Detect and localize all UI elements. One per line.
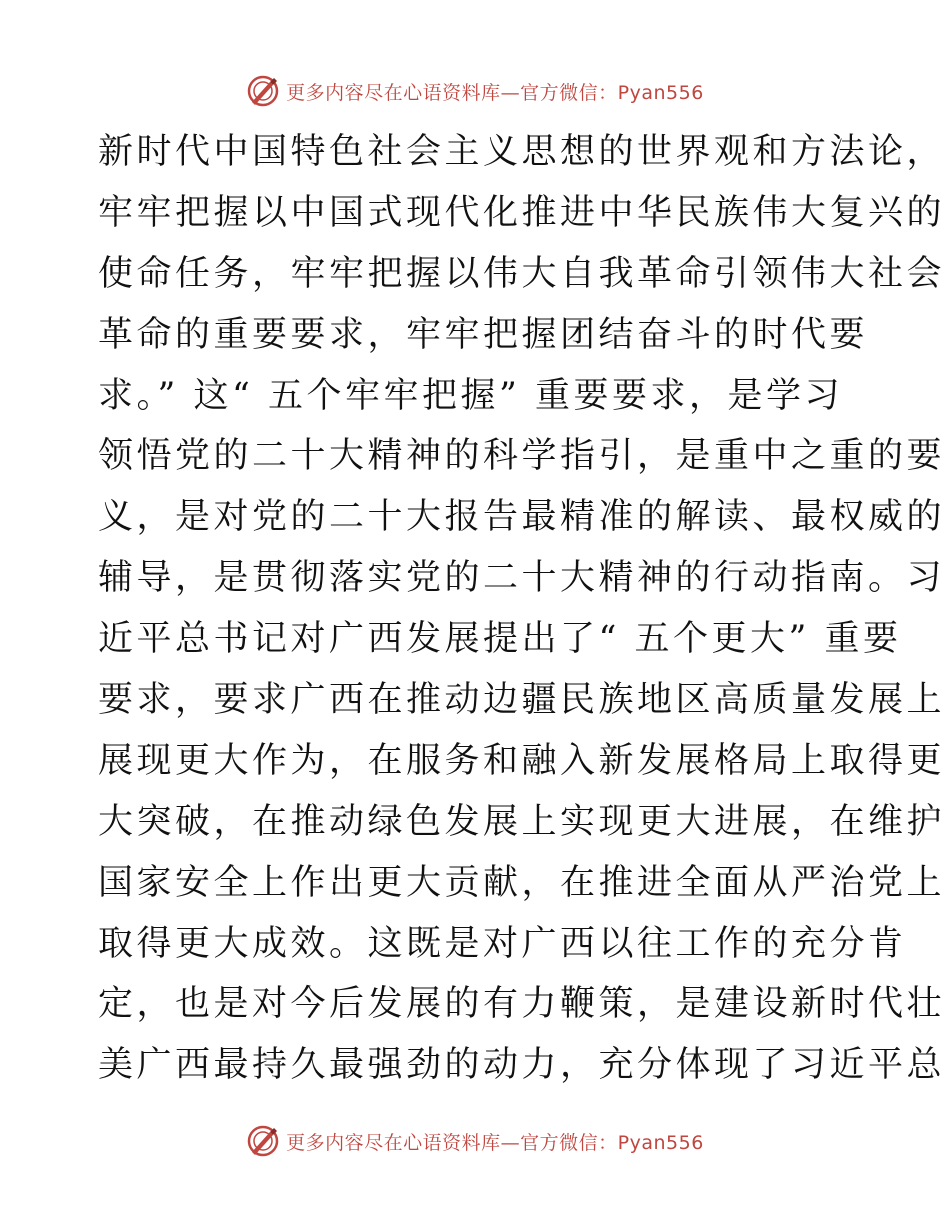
body-line: 使命任务，牢牢把握以伟大自我革命引领伟大社会 <box>98 253 946 294</box>
body-line: 辅导，是贯彻落实党的二十大精神的行动指南。习 <box>98 558 946 599</box>
body-line: 美广西最持久最强劲的动力，充分体现了习近平总 <box>98 1045 946 1086</box>
body-line: 革命的重要要求，牢牢把握团结奋斗的时代要 <box>98 314 869 355</box>
seal-pen-logo-icon <box>246 1124 280 1158</box>
document-body <box>98 122 946 1096</box>
header-watermark <box>0 71 950 111</box>
body-line: 义，是对党的二十大报告最精准的解读、最权威的 <box>98 497 946 538</box>
watermark-text: 更多内容尽在心语资料库—官方微信：Pyan556 <box>286 1131 704 1154</box>
body-line: 求。” 这“ 五个牢牢把握” 重要要求，是学习 <box>98 375 844 416</box>
body-line: 国家安全上作出更大贡献，在推进全面从严治党上 <box>98 862 946 903</box>
body-line: 领悟党的二十大精神的科学指引，是重中之重的要 <box>98 436 946 477</box>
wechat-id: Pyan556 <box>617 1131 704 1154</box>
body-line: 牢牢把握以中国式现代化推进中华民族伟大复兴的 <box>98 192 946 233</box>
body-line: 展现更大作为，在服务和融入新发展格局上取得更 <box>98 740 946 781</box>
body-line: 取得更大成效。这既是对广西以往工作的充分肯 <box>98 923 907 964</box>
footer-watermark <box>0 1121 950 1161</box>
watermark-text: 更多内容尽在心语资料库—官方微信：Pyan556 <box>286 81 704 104</box>
body-line: 新时代中国特色社会主义思想的世界观和方法论， <box>98 132 946 172</box>
body-line: 要求，要求广西在推动边疆民族地区高质量发展上 <box>98 680 946 721</box>
seal-pen-logo-icon <box>246 74 280 108</box>
body-line: 大突破，在推动绿色发展上实现更大进展，在维护 <box>98 801 946 842</box>
body-line: 定，也是对今后发展的有力鞭策，是建设新时代壮 <box>98 984 946 1025</box>
wechat-id: Pyan556 <box>617 81 704 104</box>
body-line: 近平总书记对广西发展提出了“ 五个更大” 重要 <box>98 619 902 660</box>
